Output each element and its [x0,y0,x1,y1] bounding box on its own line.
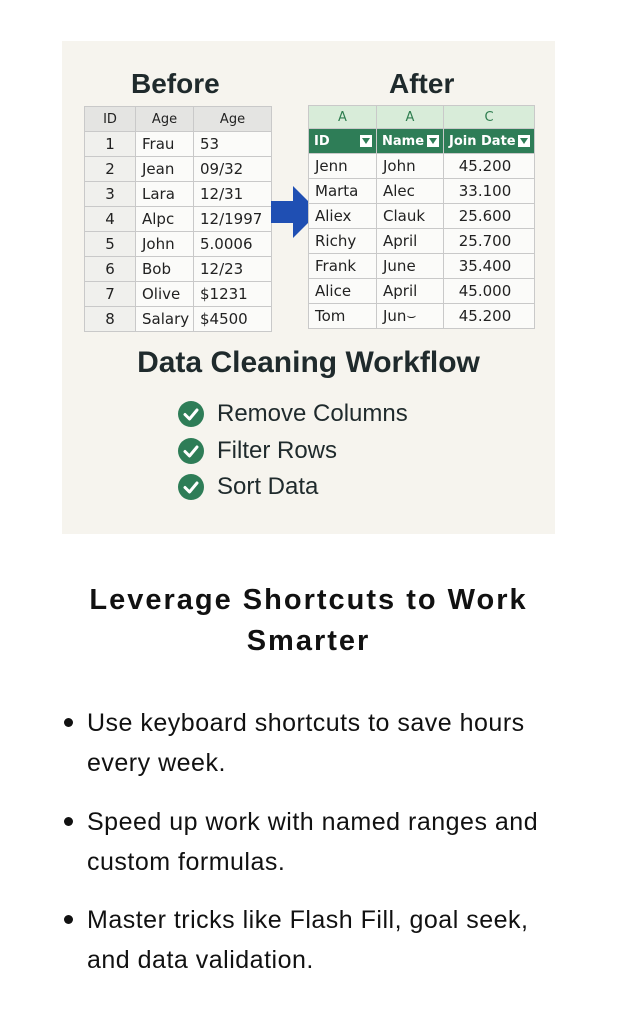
table-row [85,232,272,257]
header-cell-id[interactable] [309,129,377,154]
table-cell: 12/23 [194,257,272,282]
table-cell: $4500 [194,307,272,332]
table-row [85,207,272,232]
table-cell: 45.200 [444,304,535,329]
filter-dropdown-icon[interactable] [427,135,439,147]
table-cell: Bob [136,257,194,282]
table-row [85,307,272,332]
table-cell: 5.0006 [194,232,272,257]
table-row [309,279,535,304]
bullet-dot [64,915,73,924]
table-cell: Jean [136,157,194,182]
table-header-row [85,107,272,132]
table-cell: 1 [85,132,136,157]
table-cell: 3 [85,182,136,207]
table-cell: June [377,254,444,279]
list-item [64,703,564,783]
filter-dropdown-icon[interactable] [518,135,530,147]
header-label: Join Date [449,133,516,149]
table-row [85,257,272,282]
article-title: Leverage Shortcuts to Work Smarter [89,584,528,657]
before-table [84,106,272,332]
list-item-text: Speed up work with named ranges and custom formulas. [87,808,539,876]
header-cell: ID [85,107,136,132]
workflow-step-label: Remove Columns [217,400,408,427]
table-cell: 4 [85,207,136,232]
after-table [308,105,535,329]
table-cell: Aliex [309,204,377,229]
table-row [309,304,535,329]
table-cell: 45.200 [444,154,535,179]
check-circle-icon [177,400,205,428]
header-cell: Age [136,107,194,132]
header-cell: Age [194,107,272,132]
table-cell: 25.600 [444,204,535,229]
table-cell: 2 [85,157,136,182]
table-cell: 35.400 [444,254,535,279]
header-cell-name[interactable] [377,129,444,154]
bullet-dot [64,718,73,727]
workflow-step [177,399,408,429]
check-circle-icon [177,473,205,501]
workflow-title: Data Cleaning Workflow [137,346,480,379]
table-cell: $1231 [194,282,272,307]
table-cell: 7 [85,282,136,307]
table-row [85,282,272,307]
table-row [309,229,535,254]
workflow-step-label: Sort Data [217,473,319,500]
table-cell: Richy [309,229,377,254]
table-cell: 33.100 [444,179,535,204]
table-row [85,157,272,182]
table-row [85,132,272,157]
table-cell: April [377,279,444,304]
table-cell: Alec [377,179,444,204]
list-item-text: Use keyboard shortcuts to save hours every week. [87,709,525,777]
table-row [309,154,535,179]
table-cell: Marta [309,179,377,204]
table-cell: 6 [85,257,136,282]
table-cell: 25.700 [444,229,535,254]
column-letter: A [377,106,444,129]
table-cell: 12/31 [194,182,272,207]
table-cell: Frank [309,254,377,279]
table-row [309,254,535,279]
list-item [64,802,564,882]
column-letter-row [309,106,535,129]
table-cell: Tom [309,304,377,329]
workflow-step [177,436,337,466]
table-cell: 09/32 [194,157,272,182]
table-cell: Clauk [377,204,444,229]
table-cell: Lara [136,182,194,207]
table-cell: Alice [309,279,377,304]
table-cell: 5 [85,232,136,257]
table-header-row [309,129,535,154]
column-letter: C [444,106,535,129]
table-cell: Jun⌣ [377,304,444,329]
workflow-step-label: Filter Rows [217,437,338,464]
table-cell: Jenn [309,154,377,179]
list-item-text: Master tricks like Flash Fill, goal seek, and data validation. [87,906,529,974]
column-letter: A [309,106,377,129]
header-label: Name [382,133,425,149]
table-row [85,182,272,207]
filter-dropdown-icon[interactable] [360,135,372,147]
table-cell: 53 [194,132,272,157]
table-row [309,204,535,229]
check-circle-icon [177,437,205,465]
table-row [309,179,535,204]
table-cell: 8 [85,307,136,332]
table-cell: 45.000 [444,279,535,304]
table-cell: Salary [136,307,194,332]
bullet-dot [64,817,73,826]
header-label: ID [314,133,330,149]
list-item [64,900,564,980]
workflow-step [177,472,318,502]
table-cell: April [377,229,444,254]
table-cell: Frau [136,132,194,157]
table-cell: Alpc [136,207,194,232]
table-cell: John [136,232,194,257]
after-heading: After [389,68,455,99]
table-cell: John [377,154,444,179]
table-cell: Olive [136,282,194,307]
table-cell: 12/1997 [194,207,272,232]
before-heading: Before [131,68,220,99]
header-cell-join-date[interactable] [444,129,535,154]
